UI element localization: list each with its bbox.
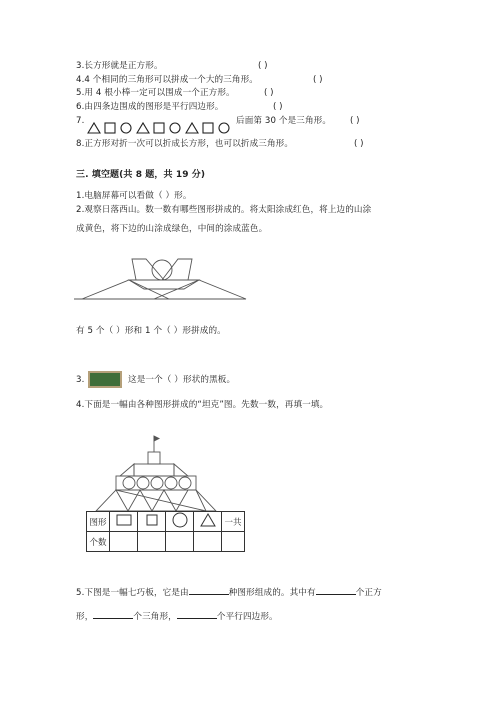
judge-item-6: 6.由四条边围成的图形是平行四边形。	[76, 102, 224, 112]
q5-text: 种图形组成的。其中有	[228, 588, 316, 598]
q5-text: 个三角形，	[133, 612, 177, 622]
upper-mountain-right	[162, 259, 192, 280]
tank-middle	[116, 476, 196, 490]
fill-q4: 4.下面是一幅由各种图形拼成的“坦克”图。先数一数，再填一填。	[76, 400, 329, 410]
lower-mountain-left	[82, 280, 169, 299]
count-cell[interactable]	[138, 532, 166, 552]
triangle-shape	[186, 123, 198, 133]
answer-paren[interactable]: ( )	[313, 75, 323, 85]
square-icon	[147, 515, 157, 525]
triangle-shape	[137, 123, 149, 133]
circle-icon	[173, 513, 187, 527]
q5-text: 形，	[76, 612, 94, 622]
judge-item-5: 5.用 4 根小棒一定可以围成一个正方形。	[76, 88, 235, 98]
right-triangle	[174, 464, 188, 476]
count-cell[interactable]	[194, 532, 222, 552]
fill-q2-answer: 有 5 个（ ）形和 1 个（ ）形拼成的。	[76, 326, 226, 336]
table-row	[87, 512, 245, 532]
square-shape	[105, 123, 115, 133]
table-count-label: 个数	[87, 532, 110, 552]
fill-q5-line2	[76, 609, 278, 623]
fill-q3-text: 这是一个（ ）形状的黑板。	[128, 375, 236, 385]
blank-field[interactable]	[177, 609, 217, 619]
circle-shape	[170, 123, 180, 133]
flag	[154, 436, 159, 441]
fill-q2-line2: 成黄色，将下边的山涂成绿色，中间的涂成蓝色。	[76, 224, 268, 234]
square-shape	[154, 123, 164, 133]
lower-mountain-right	[154, 280, 246, 299]
blackboard-icon	[88, 371, 122, 388]
sunset-mountains-figure	[74, 251, 254, 301]
table-cell	[138, 512, 166, 532]
count-cell[interactable]	[110, 532, 138, 552]
fill-q2-line1: 2.观察日落西山。数一数有哪些图形拼成的。将太阳涂成红色，将上边的山涂	[76, 205, 372, 215]
upper-mountain-left	[132, 259, 164, 280]
count-table	[86, 511, 245, 552]
blank-field[interactable]	[189, 585, 229, 595]
count-cell[interactable]	[222, 532, 245, 552]
answer-paren[interactable]: ( )	[264, 88, 274, 98]
rectangle-icon	[117, 515, 131, 525]
q5-text: 个平行四边形。	[216, 612, 278, 622]
top-square	[148, 452, 160, 464]
fill-q5-line1	[76, 585, 382, 599]
judge-item-3: 3.长方形就是正方形。	[76, 61, 163, 71]
circle-shape	[219, 123, 229, 133]
left-triangle	[120, 464, 134, 476]
tank-turret	[134, 464, 174, 476]
table-cell	[194, 512, 222, 532]
answer-paren[interactable]: ( )	[354, 139, 364, 149]
q5-text: 个正方	[355, 588, 382, 598]
table-shape-label: 图形	[87, 512, 110, 532]
fill-q3-number: 3.	[76, 375, 85, 385]
count-cell[interactable]	[166, 532, 194, 552]
section-title: 三. 填空题(共 8 题，共 19 分)	[76, 170, 206, 180]
table-cell	[110, 512, 138, 532]
table-row	[87, 532, 245, 552]
answer-paren[interactable]: ( )	[273, 102, 283, 112]
blank-field[interactable]	[316, 585, 356, 595]
circle-shape	[121, 123, 131, 133]
judge-item-7: 7.	[76, 116, 85, 126]
answer-paren[interactable]: ( )	[350, 116, 360, 126]
table-total-label: 一共	[222, 512, 245, 532]
triangle-icon	[201, 514, 215, 526]
answer-paren[interactable]: ( )	[258, 61, 268, 71]
fill-q1: 1.电脑屏幕可以看做（ ）形。	[76, 191, 192, 201]
tank-body	[96, 490, 216, 511]
square-shape	[203, 123, 213, 133]
q5-text: 5.下图是一幅七巧板，它是由	[76, 588, 189, 598]
judge-item-8: 8.正方形对折一次可以折成长方形，也可以折成三角形。	[76, 139, 294, 149]
judge-item-4: 4.4 个相同的三角形可以拼成一个大的三角形。	[76, 75, 258, 85]
tank-figure	[96, 434, 246, 514]
judge-item-7-suffix: 后面第 30 个是三角形。	[236, 116, 332, 126]
table-cell	[166, 512, 194, 532]
blank-field[interactable]	[93, 609, 133, 619]
triangle-shape	[88, 123, 100, 133]
